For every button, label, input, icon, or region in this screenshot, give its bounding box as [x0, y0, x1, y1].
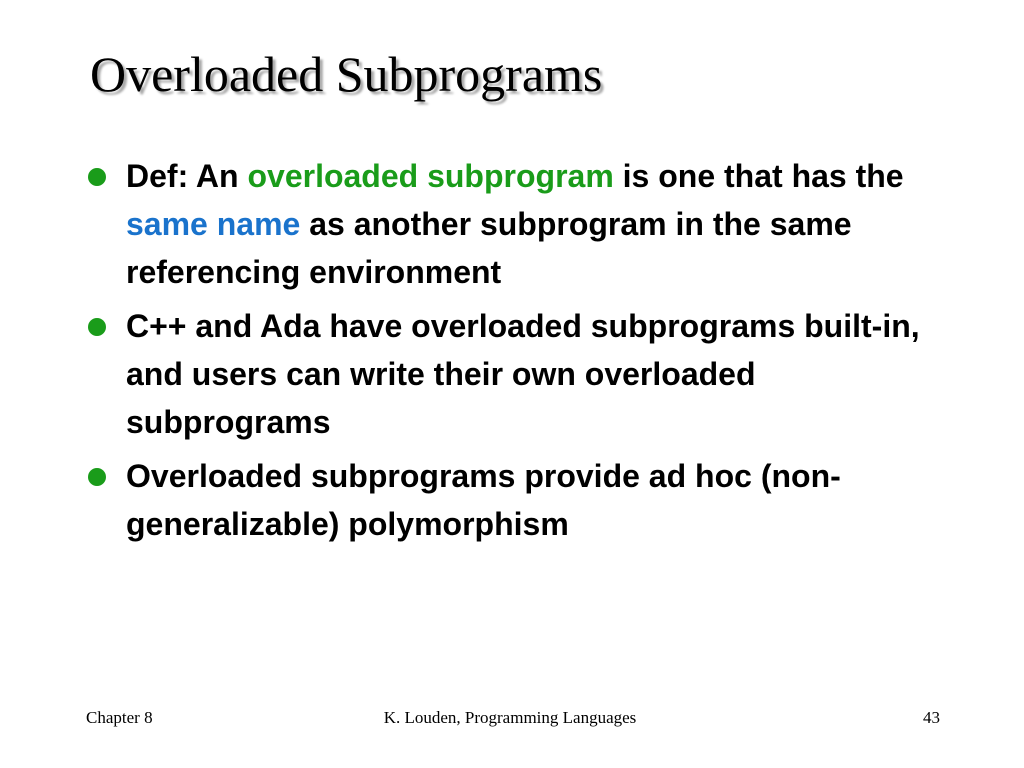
- bullet-item: [88, 452, 968, 548]
- bullet-text-segment: Def: An: [126, 158, 248, 194]
- bullet-dot-icon: [88, 468, 106, 486]
- bullet-list: [88, 152, 968, 554]
- footer-author: K. Louden, Programming Languages: [383, 708, 637, 727]
- bullet-item: [88, 152, 968, 296]
- bullet-text-segment: as another subprogram in the same referencing environment: [126, 206, 852, 290]
- term-same-name: same name: [126, 206, 301, 242]
- bullet-text: [126, 152, 968, 296]
- bullet-text: C++ and Ada have overloaded subprograms built-in, and users can write their own overloaded subprograms: [126, 308, 920, 440]
- term-overloaded-subprogram: overloaded subprogram: [247, 158, 614, 194]
- bullet-dot-icon: [88, 318, 106, 336]
- bullet-text: Overloaded subprograms provide ad hoc (non-generalizable) polymorphism: [126, 458, 841, 542]
- footer-chapter: Chapter 8: [86, 708, 153, 727]
- bullet-item: [88, 302, 968, 446]
- bullet-text-segment: is one that has the: [613, 158, 904, 194]
- bullet-dot-icon: [88, 168, 106, 186]
- slide-title: Overloaded Subprograms: [90, 46, 603, 102]
- footer-page-number: 43: [923, 708, 940, 727]
